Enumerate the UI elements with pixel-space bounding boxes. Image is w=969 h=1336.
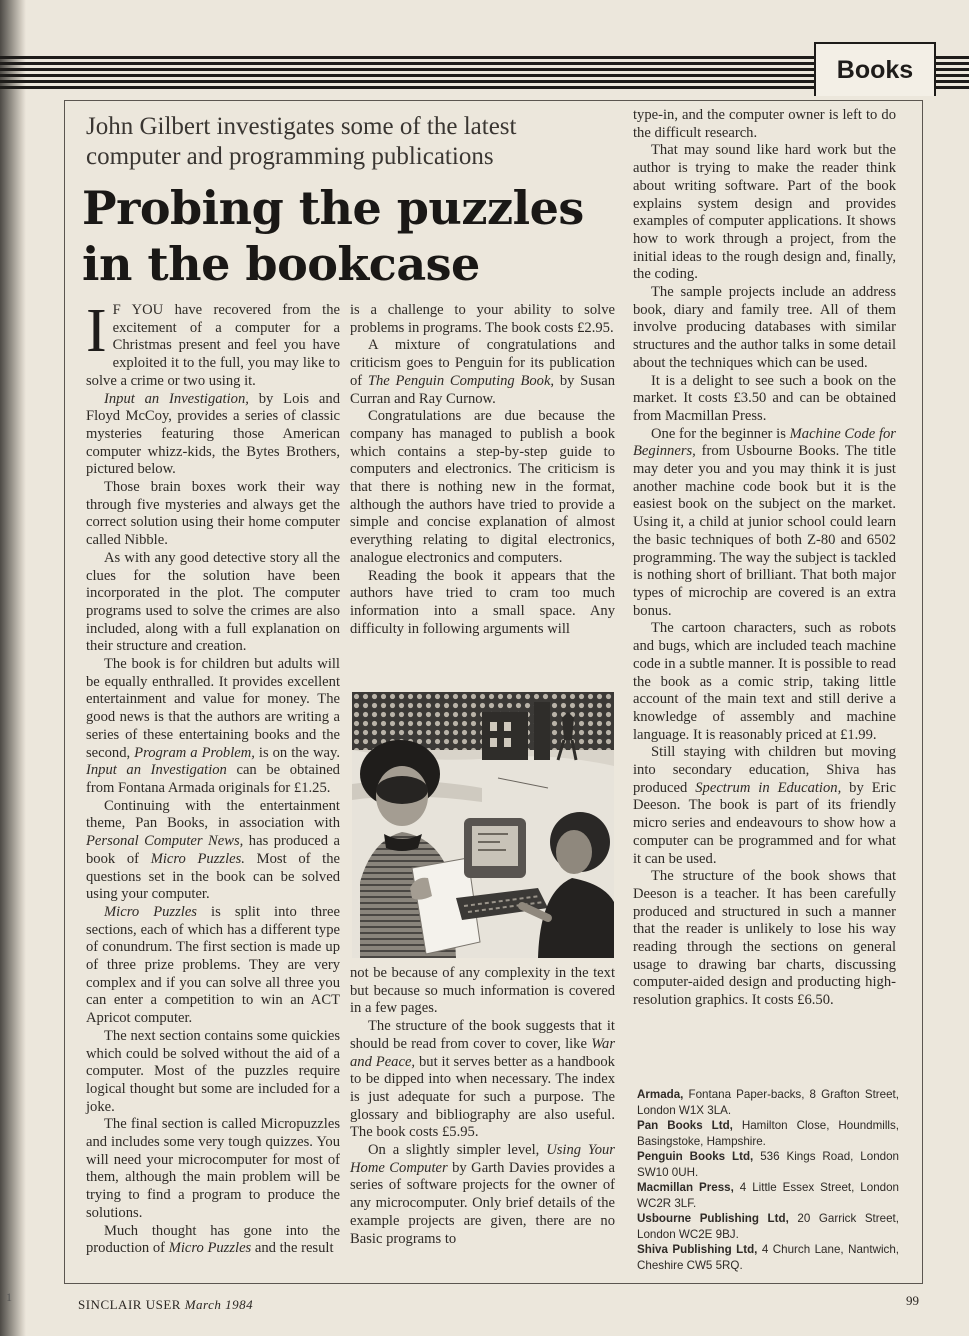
paragraph: The final section is called Micropuzzles and includes some very tough quizzes. You will need your microcomputer for most of them, although the main problem will be trying to find a program to produce the solutions. — [86, 1116, 340, 1221]
paragraph: Input an Investigation, by Lois and Floyd McCoy, provides a series of classic mysteries featuring those American computer whizz-kids, the Bytes Brothers, pictured below. — [86, 390, 340, 478]
bytes-brothers-illustration — [352, 692, 614, 958]
paragraph: Those brain boxes work their way through five mysteries and always get the correct solution using their home computer called Nibble. — [86, 479, 340, 549]
margin-mark: 1 — [6, 1290, 12, 1304]
page-number: 99 — [906, 1293, 919, 1308]
page-gutter-shadow — [0, 0, 26, 1336]
issue-date: March 1984 — [184, 1297, 254, 1312]
footer-credit — [78, 1297, 253, 1313]
publisher-name: Armada, — [637, 1088, 684, 1101]
paragraph: It is a delight to see such a book on the market. It costs £3.50 and can be obtained from Macmillan Press. — [633, 372, 896, 424]
paragraph: Reading the book it appears that the authors have tried to cram too much information into a small space. Any difficulty in following arguments will — [350, 567, 615, 637]
paragraph: Micro Puzzles is split into three sections, each of which has a different type of conundrum. The first section is made up of three prize problems. They are very complex and if you can solve all three you can enter a competition to win an ACT Apricot computer. — [86, 903, 340, 1027]
paragraph: The sample projects include an address book, diary and family tree. All of them involve producing databases with similar structures and the author talks in some detail about the techniques which can be used. — [633, 284, 896, 371]
magazine-name: SINCLAIR USER — [78, 1297, 181, 1312]
paragraph: Still staying with children but moving into secondary education, Shiva has produced Spectrum in Education, by Eric Deeson. The book is part of its friendly micro series and endeavours to show how a computer can be programmed and for what it can be used. — [633, 744, 897, 867]
paragraph: One for the beginner is Machine Code for Beginners, from Usbourne Books. The title may deter you and you may think it is just another machine code book but it is the easiest book on the subject on the market. Using it, a child at junior school could learn the basic techniques of both Z-80 and 6502 programming. The way the subject is tackled is nothing short of brilliant. That both major types of microchip are covered is an extra bonus. — [633, 425, 896, 619]
headline-line: in the bookcase — [82, 237, 480, 291]
paragraph: On a slightly simpler level, Using Your Home Computer by Garth Davies provides a series of software projects for the owner of any microcomputer. Only brief details of the example projects are given, there are no Basic programs to — [350, 1142, 615, 1247]
address-entry: Shiva Publishing Ltd, 4 Church Lane, Nantwich, Cheshire CW5 5RQ. — [637, 1243, 899, 1272]
drop-cap: I — [86, 297, 107, 365]
paragraph: The structure of the book shows that Deeson is a teacher. It has been carefully produced and structured in such a manner that the reader is unlikely to lose his way reading through the sections on general usage to drawing bar charts, discussing computer-aided design and producting high-resolution graphics. It costs £6.50. — [633, 868, 896, 1009]
body-column-3 — [633, 107, 896, 1010]
address-entry: Penguin Books Ltd, 536 Kings Road, London SW10 0UH. — [637, 1150, 899, 1179]
body-column-2-top — [350, 302, 615, 638]
address-entry: Armada, Fontana Paper-backs, 8 Grafton Street, London W1X 3LA. — [637, 1088, 899, 1117]
paragraph: The structure of the book suggests that it should be read from cover to cover, like War and Peace, but it serves better as a handbook to be dipped into when necessary. The index is just adequate for such a purpose. The glossary and bibliography are also useful. The book costs £5.95. — [350, 1018, 615, 1141]
paragraph: Much thought has gone into the production of Micro Puzzles and the result — [86, 1222, 340, 1257]
body-column-1 — [86, 297, 341, 1258]
paragraph: The book is for children but adults will be equally enthralled. It provides excellent entertainment and value for money. The good news is that the authors are writing a series of these entertaining books and the second, Program a Problem, is on the way. Input an Investigation can be obtained from Fontana Armada originals for £1.25. — [86, 656, 341, 796]
paragraph: That may sound like hard work but the author is trying to make the reader think about writing software. Part of the book explains system design and provides examples of computer applications. It shows how to work through a project, from the initial ideas to the rough design and, finally, the coding. — [633, 142, 896, 283]
paragraph: The next section contains some quickies which could be solved without the aid of a computer. Most of the puzzles require logical thought but some are included for a joke. — [86, 1027, 340, 1115]
address-entry: Macmillan Press, 4 Little Essex Street, London WC2R 3LF. — [637, 1181, 899, 1210]
paragraph: type-in, and the computer owner is left to do the difficult research. — [633, 107, 896, 141]
paragraph: Congratulations are due because the company has managed to publish a book which contains a step-by-step guide to computers and electronics. The criticism is that there is nothing new in the format, although the authors have tried to provide a simple and concise explanation of almost everything relating to digital electronics, analogue electronics and computers. — [350, 408, 615, 566]
publisher-name: Penguin Books Ltd, — [637, 1150, 754, 1163]
publisher-name: Usbourne Publishing Ltd, — [637, 1212, 789, 1225]
standfirst: John Gilbert investigates some of the latest computer and programming publications — [86, 113, 517, 170]
paragraph: is a challenge to your ability to solve problems in programs. The book costs £2.95. — [350, 302, 615, 336]
paragraph: Continuing with the entertainment theme, Pan Books, in association with Personal Computer News, has produced a book of Micro Puzzles. Most of the questions set in the book can be solved using your computer. — [86, 797, 340, 903]
paragraph: As with any good detective story all the clues for the solution have been incorporated in the plot. The computer programs used to solve the crimes are also included, along with a full explanation on their structure and creation. — [86, 549, 340, 655]
paragraph: A mixture of congratulations and criticism goes to Penguin for its publication of The Penguin Computing Book, by Susan Curran and Ray Curnow. — [350, 337, 615, 407]
publisher-name: Pan Books Ltd, — [637, 1119, 733, 1132]
body-column-2-bottom — [350, 965, 615, 1248]
paragraph: I F YOU have recovered from the excitement of a computer for a Christmas present and feel you have exploited it to the full, you may like to solve a crime or two using it. — [86, 297, 340, 389]
section-tab: Books — [814, 42, 936, 96]
address-entry: Pan Books Ltd, Hamilton Close, Houndmills, Basingstoke, Hampshire. — [637, 1119, 899, 1148]
publisher-name: Shiva Publishing Ltd, — [637, 1243, 758, 1256]
address-entry: Usbourne Publishing Ltd, 20 Garrick Street, London WC2E 9BJ. — [637, 1212, 899, 1241]
publisher-addresses — [637, 1087, 899, 1273]
paragraph: The cartoon characters, such as robots and bugs, which are included teach machine code in a subtle manner. It is possible to read the book as a comic strip, taking little account of the main text and still derive a knowledge of assembly and machine language. It is reasonably priced at £1.99. — [633, 620, 896, 743]
paragraph: not be because of any complexity in the text but because so much information is covered in a few pages. — [350, 965, 615, 1017]
headline — [82, 180, 642, 292]
publisher-name: Macmillan Press, — [637, 1181, 734, 1194]
headline-line: Probing the puzzles — [82, 181, 584, 235]
